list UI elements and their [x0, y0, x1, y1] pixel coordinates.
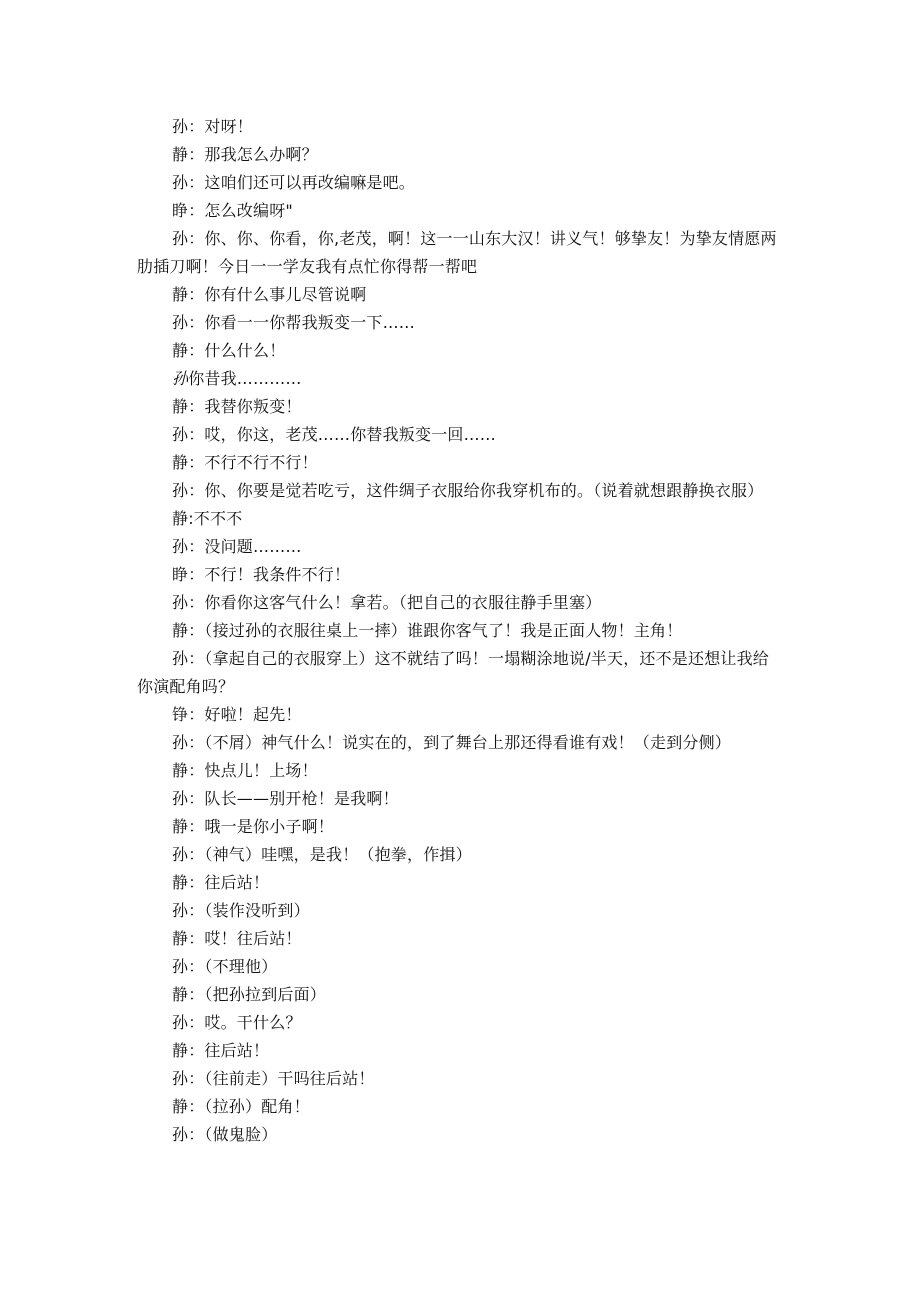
speaker-name: 静	[172, 397, 189, 416]
dialogue-text: 不行不行不行！	[204, 453, 318, 472]
dialogue-line	[137, 785, 785, 813]
speaker-separator: ：	[188, 1069, 205, 1088]
speaker-name: 睁	[172, 201, 189, 220]
dialogue-line	[137, 365, 785, 393]
dialogue-line	[137, 421, 785, 449]
speaker-name: 孙	[172, 1013, 189, 1032]
dialogue-line	[137, 897, 785, 925]
dialogue-line	[137, 1121, 785, 1149]
speaker-name: 孙	[172, 173, 189, 192]
dialogue-line	[137, 113, 785, 141]
speaker-name: 孙	[172, 425, 189, 444]
speaker-name: 孙	[172, 313, 189, 332]
speaker-name: 静	[172, 341, 189, 360]
dialogue-text: （装作没听到）	[204, 901, 310, 920]
dialogue-line	[137, 729, 785, 757]
speaker-separator: ：	[188, 705, 205, 724]
dialogue-text: 那我怎么办啊？	[204, 145, 318, 164]
dialogue-text: 你看你这客气什么！拿若。（把自己的衣服往静手里塞）	[204, 593, 602, 612]
speaker-name: 静	[172, 145, 189, 164]
speaker-separator: ：	[188, 929, 205, 948]
speaker-name: 睁	[172, 565, 189, 584]
speaker-name: 孙	[172, 901, 189, 920]
speaker-separator: ：	[188, 481, 205, 500]
speaker-separator: ：	[188, 1041, 205, 1060]
dialogue-line	[137, 869, 785, 897]
speaker-name: 孙	[172, 957, 189, 976]
dialogue-text: 哎。干什么？	[204, 1013, 302, 1032]
dialogue-line	[137, 197, 785, 225]
speaker-separator: ：	[188, 201, 205, 220]
speaker-separator: ：	[188, 229, 205, 248]
dialogue-text: （往前走）干吗往后站！	[204, 1069, 375, 1088]
dialogue-line	[137, 225, 785, 281]
speaker-name: 孙	[172, 733, 189, 752]
dialogue-text: （接过孙的衣服往桌上一摔）谁跟你客气了！我是正面人物！主角！	[204, 621, 683, 640]
dialogue-text: （不屑）神气什么！说实在的，到了舞台上那还得看谁有戏！（走到分侧）	[204, 733, 732, 752]
speaker-name: 静	[172, 761, 189, 780]
speaker-separator: ：	[188, 985, 205, 1004]
dialogue-text: 你、你、你看，你,老茂，啊！这一一山东大汉！讲义气！够挚友！为挚友情愿两肋插刀啊！今日一一学友我有点忙你得帮一帮吧	[137, 229, 777, 276]
dialogue-text: 队长——别开枪！是我啊！	[204, 789, 399, 808]
dialogue-text: 哦一是你小子啊！	[204, 817, 335, 836]
dialogue-text: 你有什么事儿尽管说啊	[204, 285, 367, 304]
speaker-name: 静	[172, 817, 189, 836]
dialogue-text: 没问题………	[204, 537, 302, 556]
dialogue-text: （神气）哇嘿，是我！（抱拳，作揖）	[204, 845, 472, 864]
speaker-separator: ：	[188, 1013, 205, 1032]
dialogue-line	[137, 1093, 785, 1121]
speaker-separator: ：	[188, 425, 205, 444]
speaker-name: 孙	[172, 1069, 189, 1088]
dialogue-line	[137, 505, 785, 533]
speaker-name: 静	[172, 285, 189, 304]
dialogue-line	[137, 701, 785, 729]
speaker-separator: ：	[188, 733, 205, 752]
dialogue-line	[137, 813, 785, 841]
speaker-name: 孙	[172, 789, 189, 808]
speaker-separator: ：	[188, 845, 205, 864]
dialogue-line	[137, 477, 785, 505]
dialogue-line	[137, 981, 785, 1009]
dialogue-text: （拿起自己的衣服穿上）这不就结了吗！一塌糊涂地说/半天，还不是还想让我给你演配角吗？	[137, 649, 769, 696]
dialogue-line	[137, 589, 785, 617]
speaker-separator: ：	[188, 341, 205, 360]
dialogue-line	[137, 841, 785, 869]
speaker-name: 静	[172, 1097, 189, 1116]
dialogue-text: 对呀！	[204, 117, 254, 136]
dialogue-text: （不理他）	[204, 957, 278, 976]
speaker-name: 孙	[172, 117, 189, 136]
dialogue-text: 你、你要是觉若吃亏，这件绸子衣服给你我穿机布的。（说着就想跟静换衣服）	[204, 481, 764, 500]
dialogue-line	[137, 281, 785, 309]
speaker-separator: ：	[188, 285, 205, 304]
speaker-separator: ：	[188, 761, 205, 780]
dialogue-line	[137, 645, 785, 701]
dialogue-line	[137, 617, 785, 645]
speaker-name: 孙	[172, 1125, 189, 1144]
dialogue-text: 你看一一你帮我叛变一下……	[204, 313, 416, 332]
speaker-separator: :	[188, 509, 194, 528]
speaker-separator: ：	[188, 957, 205, 976]
dialogue-text: 好啦！起先！	[204, 705, 302, 724]
speaker-name: 孙	[172, 593, 189, 612]
dialogue-text: 往后站！	[204, 873, 270, 892]
dialogue-line	[137, 393, 785, 421]
dialogue-text: （做鬼脸）	[204, 1125, 278, 1144]
speaker-name: 静	[172, 1041, 189, 1060]
speaker-separator: ：	[188, 593, 205, 612]
speaker-separator: ：	[188, 621, 205, 640]
speaker-separator: ：	[188, 537, 205, 556]
dialogue-line	[137, 925, 785, 953]
dialogue-line	[137, 169, 785, 197]
speaker-separator: ：	[188, 817, 205, 836]
dialogue-line	[137, 1037, 785, 1065]
speaker-separator: ：	[188, 901, 205, 920]
speaker-name: 孙	[172, 229, 189, 248]
speaker-name: 孙	[172, 649, 189, 668]
dialogue-text: 不行！我条件不行！	[204, 565, 351, 584]
speaker-separator: ：	[188, 117, 205, 136]
speaker-name: 静	[172, 509, 189, 528]
speaker-name: 静	[172, 985, 189, 1004]
speaker-separator: ：	[188, 453, 205, 472]
dialogue-line	[137, 309, 785, 337]
dialogue-line	[137, 449, 785, 477]
dialogue-line	[137, 1065, 785, 1093]
speaker-name: 孙	[172, 537, 189, 556]
dialogue-text: 这咱们还可以再改编嘛是吧。	[204, 173, 416, 192]
speaker-separator: ：	[188, 313, 205, 332]
speaker-name: 孙	[172, 481, 189, 500]
script-dialogue	[137, 113, 785, 1149]
dialogue-text: 哎，你这，老茂……你替我叛变一回……	[204, 425, 497, 444]
dialogue-text: 往后站！	[204, 1041, 270, 1060]
dialogue-text: 你昔我…………	[188, 369, 302, 388]
speaker-separator: ：	[188, 565, 205, 584]
dialogue-text: 我替你叛变！	[204, 397, 302, 416]
dialogue-line	[137, 533, 785, 561]
dialogue-line	[137, 1009, 785, 1037]
speaker-separator: ：	[188, 397, 205, 416]
dialogue-line	[137, 953, 785, 981]
speaker-separator: ：	[188, 873, 205, 892]
dialogue-text: （拉孙）配角！	[204, 1097, 310, 1116]
speaker-separator: ：	[188, 173, 205, 192]
speaker-name: 孙	[172, 845, 189, 864]
dialogue-line	[137, 757, 785, 785]
dialogue-line	[137, 141, 785, 169]
dialogue-line	[137, 561, 785, 589]
dialogue-text: 什么什么！	[204, 341, 286, 360]
speaker-name: 静	[172, 453, 189, 472]
dialogue-text: 哎！往后站！	[204, 929, 302, 948]
speaker-name: 孙	[172, 369, 189, 388]
speaker-separator: ：	[188, 1125, 205, 1144]
dialogue-line	[137, 337, 785, 365]
dialogue-text: 不不不	[193, 509, 243, 528]
dialogue-text: 快点儿！上场！	[204, 761, 318, 780]
dialogue-text: 怎么改编呀"	[204, 201, 293, 220]
speaker-separator: ：	[188, 145, 205, 164]
speaker-separator: ：	[188, 789, 205, 808]
speaker-separator: ：	[188, 1097, 205, 1116]
speaker-separator: ：	[188, 649, 205, 668]
dialogue-text: （把孙拉到后面）	[204, 985, 327, 1004]
speaker-name: 静	[172, 929, 189, 948]
speaker-name: 静	[172, 873, 189, 892]
speaker-name: 铮	[172, 705, 189, 724]
speaker-name: 静	[172, 621, 189, 640]
